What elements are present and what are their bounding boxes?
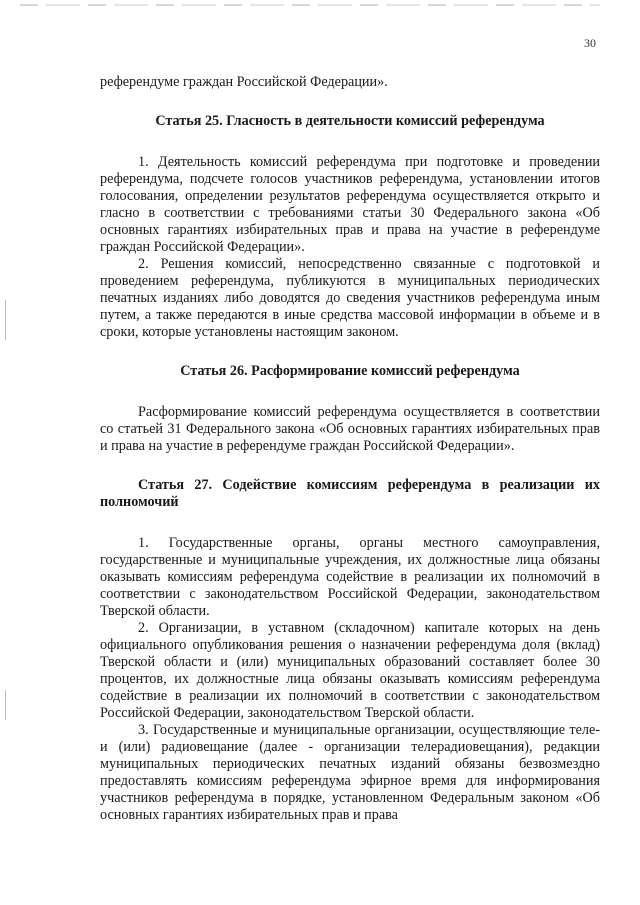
article-27-heading: Статья 27. Содействие комиссиям референдума в реализации их полномочий <box>100 477 600 510</box>
article-27-paragraph-1: 1. Государственные органы, органы местного самоуправления, государственные и муниципальные учреждения, их должностные лица обязаны оказывать комиссиям референдума содействие в реализации их полномочий в соответствии с законодательством Российской Федерации, законодательством Тверской области. <box>100 535 600 619</box>
continuation-text: референдуме граждан Российской Федерации». <box>100 74 388 90</box>
article-26-heading: Статья 26. Расформирование комиссий референдума <box>180 363 520 379</box>
article-26-paragraph-1: Расформирование комиссий референдума осуществляется в соответствии со статьей 31 Федерального закона «Об основных гарантиях избирательных прав и права на участие в референдуме граждан Российской Федерации». <box>100 404 600 454</box>
document-body <box>100 74 600 824</box>
article-25-heading: Статья 25. Гласность в деятельности комиссий референдума <box>155 113 545 129</box>
page-number: 30 <box>584 36 596 50</box>
article-25-paragraph-1: 1. Деятельность комиссий референдума при подготовке и проведении референдума, подсчете голосов участников референдума, установлении итогов голосования, определении результатов референдума осуществляется открыто и гласно в соответствии с требованиями статьи 30 Федерального закона «Об основных гарантиях избирательных прав и права на участие в референдуме граждан Российской Федерации». <box>100 154 600 255</box>
article-27-paragraph-3: 3. Государственные и муниципальные организации, осуществляющие теле- и (или) радиовещание (далее - организации телерадиовещания), редакции муниципальных периодических печатных изданий обязаны безвозмездно предоставлять комиссиям референдума эфирное время для информирования участников референдума в порядке, установленном Федеральным законом «Об основных гарантиях избирательных прав и права <box>100 722 600 823</box>
article-27-paragraph-2: 2. Организации, в уставном (складочном) капитале которых на день официального опубликования решения о назначении референдума доля (вклад) Тверской области и (или) муниципальных образований составляет более 30 процентов, их должностные лица обязаны оказывать комиссиям референдума содействие в реализации их полномочий в соответствии с законодательством Российской Федерации, законодательством Тверской области. <box>100 620 600 721</box>
article-25-paragraph-2: 2. Решения комиссий, непосредственно связанные с подготовкой и проведением референдума, публикуются в муниципальных периодических печатных изданиях либо доводятся до сведения участников референдума иным путем, а также передаются в иные средства массовой информации в объеме и в сроки, которые установлены настоящим законом. <box>100 256 600 340</box>
scan-margin-mark <box>5 690 6 720</box>
scan-artifact-line <box>20 4 600 6</box>
scan-margin-mark <box>5 300 6 340</box>
